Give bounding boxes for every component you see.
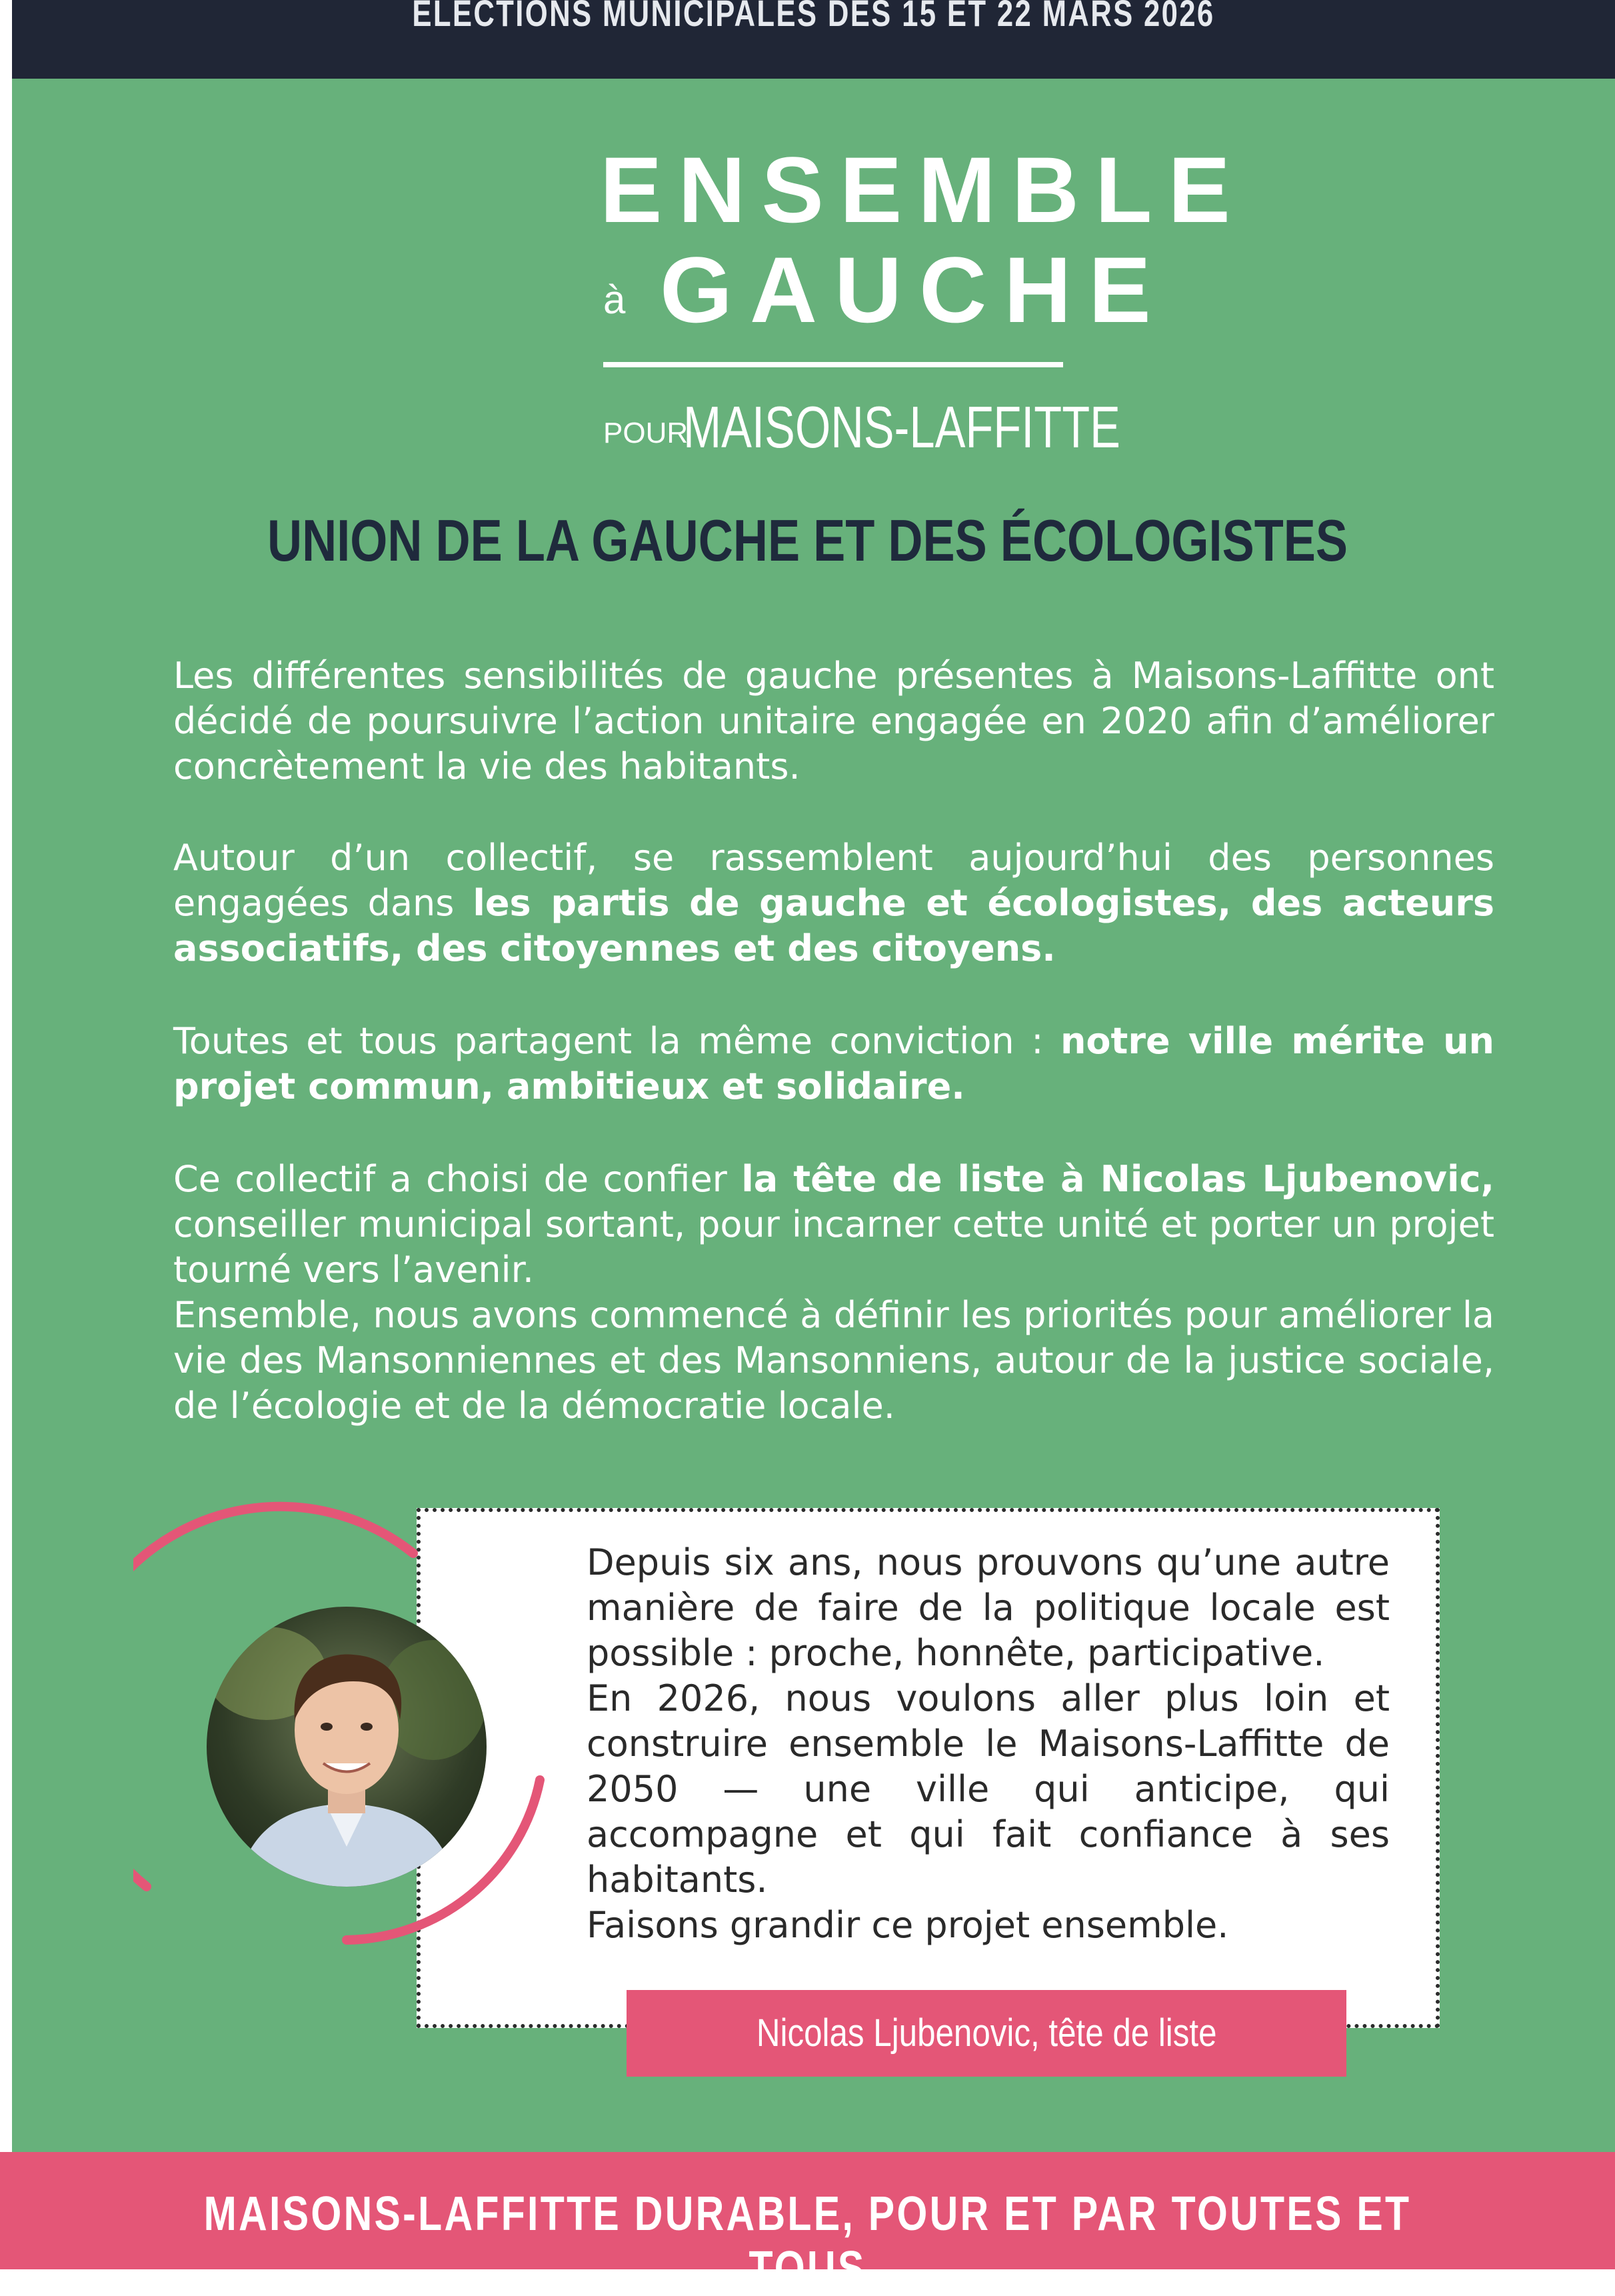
- footer-slogan: MAISONS-LAFFITTE DURABLE, POUR ET PAR TOUTES ET TOUS: [203, 2187, 1412, 2295]
- quote-text: [587, 1540, 1390, 1948]
- quote-caption: [627, 1990, 1346, 2077]
- paragraph-4-rest: conseiller municipal sortant, pour incarner cette unité et porter un projet tourné vers l’avenir.: [173, 1203, 1494, 1291]
- paragraph-4: [173, 1157, 1494, 1429]
- portrait-graphic: [133, 1500, 600, 1967]
- logo-pour: POUR: [603, 417, 689, 449]
- logo-ensemble: ENSEMBLE: [600, 137, 1246, 242]
- quote-line-1: Depuis six ans, nous prouvons qu’une autre manière de faire de la politique locale est possible : proche, honnête, participative.: [587, 1541, 1390, 1674]
- paragraph-2-text: Autour d’un collectif, se rassemblent aujourd’hui des personnes engagées dans: [173, 837, 1494, 924]
- quote-line-2: En 2026, nous voulons aller plus loin et construire ensemble le Maisons-Laffitte de 2050 — une ville qui anticipe, qui accompagne et qui fait confiance à ses habitants.: [587, 1677, 1390, 1901]
- paragraph-3: [173, 1019, 1494, 1109]
- paragraph-1-text: Les différentes sensibilités de gauche présentes à Maisons-Laffitte ont décidé de poursuivre l’action unitaire engagée en 2020 afin d’améliorer concrètement la vie des habitants.: [173, 655, 1494, 787]
- caption-text: Nicolas Ljubenovic, tête de liste: [756, 2011, 1217, 2055]
- page-title: UNION DE LA GAUCHE ET DES ÉCOLOGISTES: [267, 507, 1348, 573]
- logo-a: à: [603, 277, 626, 322]
- paragraph-1: [173, 653, 1494, 789]
- logo-gauche: GAUCHE: [660, 237, 1168, 342]
- logo-divider: [603, 362, 1063, 367]
- top-banner: [12, 0, 1615, 79]
- candidate-portrait: [133, 1500, 600, 1967]
- paragraph-3-bold: notre ville mérite un projet commun, ambitieux et solidaire.: [173, 1020, 1494, 1107]
- paragraph-2: [173, 835, 1494, 971]
- candidate-photo: [200, 1600, 500, 1900]
- paragraph-2-bold: les partis de gauche et écologistes, des acteurs associatifs, des citoyennes et des citoyens.: [173, 882, 1494, 969]
- paragraph-4-bold: la tête de liste à Nicolas Ljubenovic,: [741, 1158, 1494, 1200]
- election-dates: ELECTIONS MUNICIPALES DES 15 ET 22 MARS 2026: [412, 0, 1215, 34]
- paragraph-4-text: Ce collectif a choisi de confier: [173, 1158, 742, 1200]
- quote-line-3: Faisons grandir ce projet ensemble.: [587, 1904, 1229, 1946]
- paragraph-5-text: Ensemble, nous avons commencé à définir les priorités pour améliorer la vie des Mansonniennes et des Mansonniens, autour de la justice sociale, de l’écologie et de la démocratie locale.: [173, 1294, 1494, 1427]
- logo-city: MAISONS-LAFFITTE: [683, 394, 1120, 460]
- paragraph-3-text: Toutes et tous partagent la même conviction :: [173, 1020, 1060, 1062]
